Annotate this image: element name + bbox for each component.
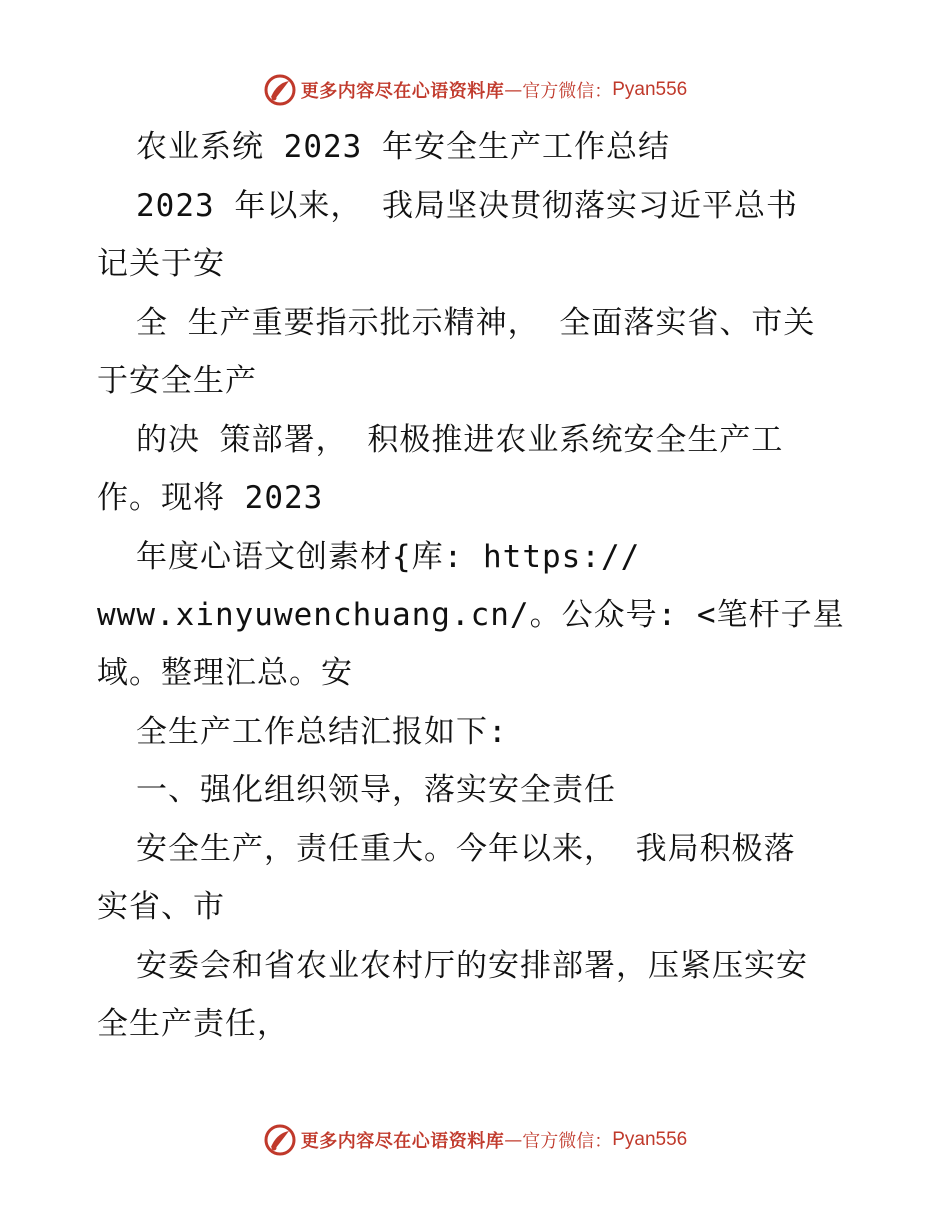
section-heading: 一、强化组织领导，落实安全责任 xyxy=(136,772,616,808)
banner-wechat-id: Pyan556 xyxy=(612,79,688,100)
paragraph-line: 全生产工作总结汇报如下: xyxy=(136,714,508,750)
paragraph-line: 的决 策部署， 积极推进农业系统安全生产工 xyxy=(136,422,784,458)
banner-separator: — xyxy=(504,79,523,101)
paragraph-line: www.xinyuwenchuang.cn/。公众号: <笔杆子星 xyxy=(97,597,845,633)
banner-separator: — xyxy=(504,1129,523,1151)
header-banner xyxy=(0,70,950,110)
paragraph-line: 实省、市 xyxy=(97,889,225,925)
paragraph-line: 于安全生产 xyxy=(97,363,257,399)
banner-wechat-label: 官方微信： xyxy=(522,1131,613,1152)
paragraph-line: 全 生产重要指示批示精神， 全面落实省、市关 xyxy=(136,305,816,341)
ink-brush-logo-icon xyxy=(263,73,297,107)
paragraph-line: 年度心语文创素材{库: https:// xyxy=(136,539,641,575)
ink-brush-logo-icon xyxy=(263,1123,297,1157)
paragraph-line: 安全生产，责任重大。今年以来， 我局积极落 xyxy=(136,831,796,867)
banner-text: 更多内容尽在心语资料库 xyxy=(300,81,505,102)
paragraph-line: 安委会和省农业农村厅的安排部署，压紧压实安 xyxy=(136,948,808,984)
banner-wechat-label: 官方微信： xyxy=(522,81,613,102)
paragraph-line: 全生产责任， xyxy=(97,1006,289,1042)
banner-text: 更多内容尽在心语资料库 xyxy=(300,1131,505,1152)
paragraph-line: 域。整理汇总。安 xyxy=(97,655,353,691)
paragraph-line: 2023 年以来， 我局坚决贯彻落实习近平总书 xyxy=(136,188,798,224)
paragraph-line: 作。现将 2023 xyxy=(97,480,324,516)
banner-wechat-id: Pyan556 xyxy=(612,1129,688,1150)
paragraph-line: 记关于安 xyxy=(97,246,225,282)
footer-banner xyxy=(0,1120,950,1160)
document-title: 农业系统 2023 年安全生产工作总结 xyxy=(136,129,670,165)
